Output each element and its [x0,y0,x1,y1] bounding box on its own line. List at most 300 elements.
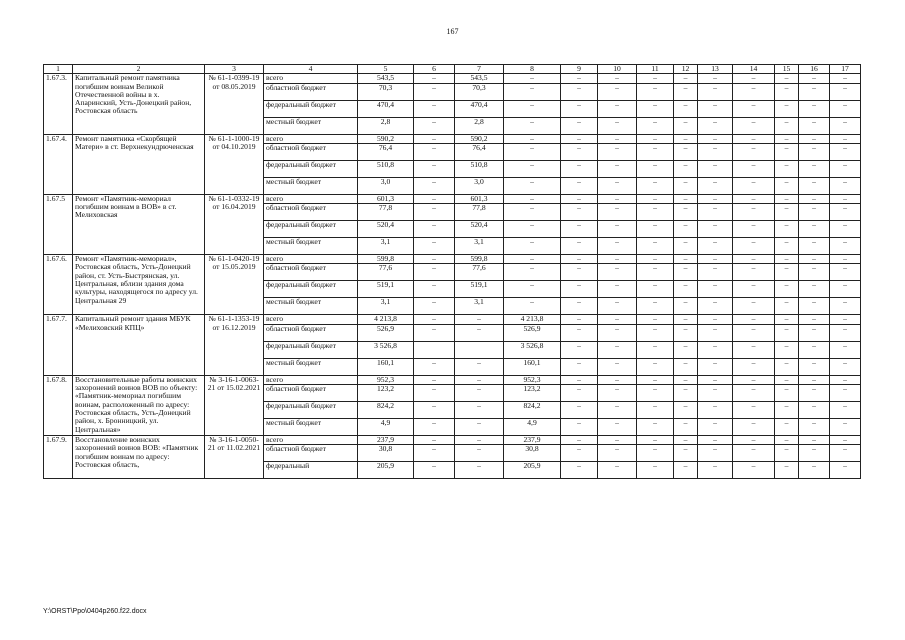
item-number: 1.67.5 [44,194,73,254]
value-empty-col: – [637,134,674,143]
value-col8: – [504,117,561,134]
value-empty-col: – [775,160,799,177]
file-path-footer: Y:\ORST\Ppo\0404p260.f22.docx [43,608,147,615]
value-empty-col: – [733,204,775,221]
value-empty-col: – [674,298,698,315]
header-row [44,65,861,74]
value-empty-col: – [830,74,861,83]
value-col8: – [504,221,561,238]
value-empty-col: – [598,100,637,117]
value-empty-col: – [561,315,598,324]
funding-source: областной бюджет [264,204,358,221]
value-col7: – [455,358,504,375]
value-empty-col: – [637,204,674,221]
value-empty-col: – [698,281,733,298]
value-empty-col: – [674,255,698,264]
value-empty-col: – [698,298,733,315]
value-empty-col: – [733,419,775,436]
value-empty-col: – [830,436,861,445]
item-document: № 3-16-1-0050-21 от 11.02.2021 [205,436,264,479]
item-document: № 61-1-1353-19 от 16.12.2019 [205,315,264,375]
funding-source: федеральный бюджет [264,341,358,358]
value-col7: 77,8 [455,204,504,221]
value-empty-col: – [698,194,733,203]
value-empty-col: – [561,341,598,358]
funding-source: всего [264,375,358,384]
item-document: № 61-1-0420-19 от 15.05.2019 [205,255,264,315]
col-header: 16 [799,65,830,74]
value-col8: 160,1 [504,358,561,375]
funding-source: всего [264,436,358,445]
value-empty-col: – [799,160,830,177]
value-total: 160,1 [358,358,414,375]
funding-source: областной бюджет [264,83,358,100]
value-empty-col: – [637,341,674,358]
value-empty-col: – [733,315,775,324]
item-name: Восстановительные работы воинских захоронений воинов ВОВ по объекту: «Памятник-мемориал погибшим воинам, расположенный по адресу: Ростовская область, Усть-Донецкий район, х. Бронницкий, ул. Центральная» [73,375,205,435]
value-empty-col: – [799,134,830,143]
value-col6: – [414,462,455,479]
value-empty-col: – [775,143,799,160]
value-empty-col: – [799,83,830,100]
value-col6: – [414,194,455,203]
value-empty-col: – [698,255,733,264]
value-empty-col: – [698,83,733,100]
value-empty-col: – [799,204,830,221]
value-empty-col: – [775,255,799,264]
item-number: 1.67.4. [44,134,73,194]
value-col6: – [414,204,455,221]
value-empty-col: – [733,436,775,445]
funding-source: федеральный бюджет [264,100,358,117]
value-col8: 824,2 [504,402,561,419]
value-empty-col: – [561,264,598,281]
value-col7: 3,1 [455,238,504,255]
value-total: 4,9 [358,419,414,436]
value-empty-col: – [698,385,733,402]
value-empty-col: – [561,134,598,143]
item-number: 1.67.7. [44,315,73,375]
value-col7: 520,4 [455,221,504,238]
value-total: 76,4 [358,143,414,160]
value-empty-col: – [674,445,698,462]
value-empty-col: – [733,324,775,341]
value-col7: 599,8 [455,255,504,264]
value-empty-col: – [637,117,674,134]
value-empty-col: – [775,74,799,83]
value-empty-col: – [775,375,799,384]
value-total: 520,4 [358,221,414,238]
funding-source: всего [264,255,358,264]
value-empty-col: – [598,341,637,358]
value-col8: – [504,204,561,221]
value-col6: – [414,74,455,83]
col-header: 14 [733,65,775,74]
value-empty-col: – [830,238,861,255]
value-total: 77,8 [358,204,414,221]
value-empty-col: – [698,402,733,419]
value-empty-col: – [775,436,799,445]
value-empty-col: – [733,83,775,100]
col-header: 15 [775,65,799,74]
item-document: № 61-1-0399-19 от 08.05.2019 [205,74,264,134]
value-empty-col: – [698,204,733,221]
value-empty-col: – [775,194,799,203]
value-empty-col: – [733,194,775,203]
value-empty-col: – [799,341,830,358]
item-name: Капитальный ремонт здания МБУК «Мелиховский КПЦ» [73,315,205,375]
value-empty-col: – [561,204,598,221]
value-col8: 3 526,8 [504,341,561,358]
value-total: 77,6 [358,264,414,281]
value-empty-col: – [674,324,698,341]
value-empty-col: – [561,402,598,419]
value-empty-col: – [775,358,799,375]
value-empty-col: – [775,445,799,462]
value-empty-col: – [775,177,799,194]
value-col8: – [504,177,561,194]
value-empty-col: – [733,358,775,375]
value-empty-col: – [830,358,861,375]
value-empty-col: – [698,264,733,281]
value-col8: 4,9 [504,419,561,436]
value-empty-col: – [830,324,861,341]
table-row [44,315,861,324]
value-empty-col: – [830,315,861,324]
value-col6: – [414,238,455,255]
value-empty-col: – [598,83,637,100]
value-empty-col: – [733,117,775,134]
value-empty-col: – [637,436,674,445]
item-number: 1.67.6. [44,255,73,315]
value-empty-col: – [775,419,799,436]
col-header: 2 [73,65,205,74]
value-col8: – [504,134,561,143]
value-empty-col: – [561,375,598,384]
value-empty-col: – [637,74,674,83]
value-empty-col: – [674,436,698,445]
value-empty-col: – [799,194,830,203]
value-empty-col: – [598,419,637,436]
value-col8: 123,2 [504,385,561,402]
value-empty-col: – [775,462,799,479]
table-row [44,134,861,143]
value-empty-col: – [830,83,861,100]
col-header: 9 [561,65,598,74]
value-col7: – [455,324,504,341]
value-empty-col: – [598,358,637,375]
value-total: 510,8 [358,160,414,177]
value-empty-col: – [698,375,733,384]
value-empty-col: – [830,194,861,203]
value-empty-col: – [733,462,775,479]
funding-source: областной бюджет [264,143,358,160]
value-empty-col: – [830,177,861,194]
funding-source: всего [264,315,358,324]
value-empty-col: – [733,100,775,117]
value-col8: – [504,255,561,264]
value-empty-col: – [674,281,698,298]
value-empty-col: – [830,375,861,384]
value-col6: – [414,83,455,100]
value-empty-col: – [830,255,861,264]
value-col7: – [455,402,504,419]
value-empty-col: – [561,445,598,462]
value-col6: – [414,402,455,419]
value-empty-col: – [561,324,598,341]
value-empty-col: – [799,221,830,238]
value-empty-col: – [598,445,637,462]
table-row [44,255,861,264]
value-empty-col: – [561,298,598,315]
col-header: 13 [698,65,733,74]
value-empty-col: – [598,385,637,402]
value-col7: 77,6 [455,264,504,281]
funding-source: федеральный [264,462,358,479]
value-empty-col: – [674,315,698,324]
value-empty-col: – [775,134,799,143]
value-col8: 205,9 [504,462,561,479]
value-empty-col: – [698,419,733,436]
value-col6: – [414,315,455,324]
value-empty-col: – [561,194,598,203]
value-col8: – [504,194,561,203]
funding-source: федеральный бюджет [264,160,358,177]
value-empty-col: – [674,100,698,117]
value-empty-col: – [733,221,775,238]
value-empty-col: – [637,194,674,203]
value-empty-col: – [674,462,698,479]
value-empty-col: – [637,83,674,100]
value-col8: 30,8 [504,445,561,462]
value-col6: – [414,134,455,143]
value-total: 4 213,8 [358,315,414,324]
value-empty-col: – [674,177,698,194]
value-empty-col: – [799,143,830,160]
value-empty-col: – [775,385,799,402]
value-col8: 237,9 [504,436,561,445]
value-empty-col: – [775,315,799,324]
value-empty-col: – [598,74,637,83]
value-col6: – [414,358,455,375]
value-empty-col: – [799,324,830,341]
value-col7: – [455,315,504,324]
value-empty-col: – [674,160,698,177]
value-col8: – [504,143,561,160]
value-empty-col: – [698,358,733,375]
value-empty-col: – [598,315,637,324]
value-empty-col: – [799,100,830,117]
value-empty-col: – [598,204,637,221]
col-header: 6 [414,65,455,74]
value-empty-col: – [799,445,830,462]
value-empty-col: – [674,74,698,83]
value-empty-col: – [733,238,775,255]
value-empty-col: – [561,419,598,436]
value-empty-col: – [733,402,775,419]
value-empty-col: – [698,315,733,324]
value-empty-col: – [733,298,775,315]
funding-source: всего [264,74,358,83]
value-empty-col: – [799,375,830,384]
value-col7: 70,3 [455,83,504,100]
value-col6: – [414,221,455,238]
item-document: № 61-1-0332-19 от 16.04.2019 [205,194,264,254]
value-empty-col: – [561,385,598,402]
value-empty-col: – [733,177,775,194]
value-empty-col: – [561,100,598,117]
value-empty-col: – [830,445,861,462]
value-col7: – [455,462,504,479]
value-empty-col: – [830,143,861,160]
value-empty-col: – [561,177,598,194]
value-empty-col: – [733,341,775,358]
value-empty-col: – [637,143,674,160]
value-col6: – [414,177,455,194]
value-empty-col: – [775,117,799,134]
value-empty-col: – [799,255,830,264]
value-col7: – [455,436,504,445]
value-empty-col: – [637,324,674,341]
value-empty-col: – [733,134,775,143]
value-empty-col: – [674,204,698,221]
value-empty-col: – [637,255,674,264]
value-empty-col: – [598,177,637,194]
item-number: 1.67.8. [44,375,73,435]
value-empty-col: – [674,341,698,358]
value-empty-col: – [775,238,799,255]
value-empty-col: – [561,358,598,375]
item-name: Ремонт «Памятник-мемориал», Ростовская область, Усть-Донецкий район, ст. Усть-Быстрянская, ул. Центральная, вблизи здания дома культуры, находящегося по адресу ул. Центральная 29 [73,255,205,315]
value-empty-col: – [598,462,637,479]
value-col6: – [414,324,455,341]
value-col6: – [414,117,455,134]
col-header: 11 [637,65,674,74]
value-empty-col: – [698,117,733,134]
value-empty-col: – [674,375,698,384]
funding-source: федеральный бюджет [264,221,358,238]
value-empty-col: – [674,402,698,419]
value-empty-col: – [598,281,637,298]
value-empty-col: – [598,264,637,281]
value-empty-col: – [674,385,698,402]
value-col6: – [414,264,455,281]
value-col8: – [504,83,561,100]
value-empty-col: – [698,143,733,160]
value-col7: – [455,419,504,436]
value-empty-col: – [598,238,637,255]
item-name: Капитальный ремонт памятника погибшим воинам Великой Отечественной войны в х. Апаринский, Усть-Донецкий район, Ростовская область [73,74,205,134]
value-col8: 952,3 [504,375,561,384]
funding-source: местный бюджет [264,358,358,375]
value-col6: – [414,100,455,117]
value-empty-col: – [830,281,861,298]
value-total: 543,5 [358,74,414,83]
funding-source: областной бюджет [264,264,358,281]
value-empty-col: – [698,341,733,358]
value-empty-col: – [561,160,598,177]
value-empty-col: – [637,238,674,255]
value-empty-col: – [830,117,861,134]
value-col6: – [414,375,455,384]
budget-table [43,64,861,479]
funding-source: местный бюджет [264,177,358,194]
value-empty-col: – [637,100,674,117]
value-empty-col: – [561,281,598,298]
value-empty-col: – [598,143,637,160]
value-empty-col: – [561,255,598,264]
value-empty-col: – [799,358,830,375]
value-empty-col: – [830,160,861,177]
value-empty-col: – [775,281,799,298]
value-empty-col: – [674,83,698,100]
funding-source: федеральный бюджет [264,402,358,419]
value-empty-col: – [674,143,698,160]
value-empty-col: – [799,264,830,281]
value-col7: 3,0 [455,177,504,194]
value-empty-col: – [637,445,674,462]
value-empty-col: – [698,177,733,194]
table-row [44,74,861,83]
value-total: 123,2 [358,385,414,402]
value-col8: – [504,74,561,83]
value-empty-col: – [674,194,698,203]
value-empty-col: – [674,358,698,375]
value-total: 599,8 [358,255,414,264]
funding-source: местный бюджет [264,238,358,255]
value-total: 519,1 [358,281,414,298]
col-header: 7 [455,65,504,74]
value-empty-col: – [561,143,598,160]
col-header: 5 [358,65,414,74]
value-empty-col: – [637,177,674,194]
value-col8: – [504,238,561,255]
value-empty-col: – [598,160,637,177]
value-empty-col: – [733,375,775,384]
value-total: 237,9 [358,436,414,445]
value-empty-col: – [775,298,799,315]
value-empty-col: – [733,445,775,462]
value-empty-col: – [799,315,830,324]
funding-source: всего [264,134,358,143]
value-col7: 543,5 [455,74,504,83]
value-empty-col: – [674,134,698,143]
value-empty-col: – [799,385,830,402]
value-empty-col: – [775,100,799,117]
value-empty-col: – [830,341,861,358]
value-empty-col: – [698,160,733,177]
funding-source: всего [264,194,358,203]
value-empty-col: – [637,375,674,384]
value-empty-col: – [637,358,674,375]
value-col6: – [414,385,455,402]
value-empty-col: – [674,221,698,238]
value-total: 3 526,8 [358,341,414,358]
value-empty-col: – [598,255,637,264]
col-header: 10 [598,65,637,74]
value-col8: – [504,160,561,177]
value-empty-col: – [637,281,674,298]
value-total: 205,9 [358,462,414,479]
value-col6: – [414,160,455,177]
table-row [44,375,861,384]
value-empty-col: – [733,264,775,281]
value-col7: 76,4 [455,143,504,160]
funding-source: местный бюджет [264,298,358,315]
value-empty-col: – [698,324,733,341]
value-empty-col: – [698,74,733,83]
value-empty-col: – [598,221,637,238]
